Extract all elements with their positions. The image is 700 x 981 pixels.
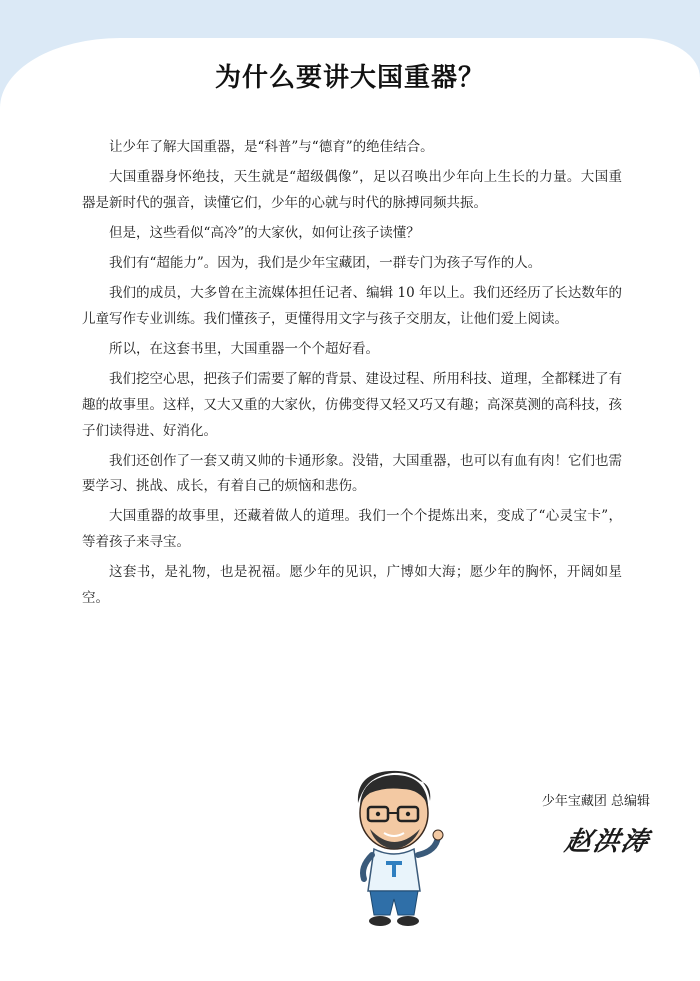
paragraph: 大国重器的故事里，还藏着做人的道理。我们一个个提炼出来，变成了“心灵宝卡”，等着孩子来寻宝。 bbox=[82, 508, 622, 551]
signature-role: 少年宝藏团 总编辑 bbox=[541, 794, 650, 809]
paragraph: 我们挖空心思，把孩子们需要了解的背景、建设过程、所用科技、道理，全都糅进了有趣的故事里。这样，又大又重的大家伙，仿佛变得又轻又巧又有趣；高深莫测的高科技，孩子们读得进、好消化。 bbox=[82, 371, 622, 439]
signature-block bbox=[470, 790, 653, 858]
paragraph: 所以，在这套书里，大国重器一个个超好看。 bbox=[109, 341, 379, 358]
paragraph: 大国重器身怀绝技，天生就是“超级偶像”，足以召唤出少年向上生长的力量。大国重器是新时代的强音，读懂它们，少年的心就与时代的脉搏同频共振。 bbox=[82, 169, 622, 211]
paragraph: 这套书，是礼物，也是祝福。愿少年的见识，广博如大海；愿少年的胸怀，开阔如星空。 bbox=[82, 564, 622, 606]
signature-name: 赵洪涛 bbox=[562, 827, 653, 857]
paragraph: 但是，这些看似“高冷”的大家伙，如何让孩子读懂？ bbox=[109, 224, 420, 241]
paragraph: 我们还创作了一套又萌又帅的卡通形象。没错，大国重器，也可以有血有肉！它们也需要学习、挑战、成长，有着自己的烦恼和悲伤。 bbox=[82, 452, 622, 495]
paragraph: 让少年了解大国重器，是“科普”与“德育”的绝佳结合。 bbox=[109, 139, 434, 155]
paragraph: 我们的成员，大多曾在主流媒体担任记者、编辑 10 年以上。我们还经历了长达数年的儿童写作专业训练。我们懂孩子，更懂得用文字与孩子交朋友，让他们爱上阅读。 bbox=[82, 285, 622, 327]
editor-cartoon-illustration bbox=[340, 763, 450, 933]
page-title: 为什么要讲大国重器？ bbox=[214, 63, 485, 93]
preface-body bbox=[82, 135, 622, 616]
paragraph: 我们有“超能力”。因为，我们是少年宝藏团，一群专门为孩子写作的人。 bbox=[109, 255, 542, 272]
